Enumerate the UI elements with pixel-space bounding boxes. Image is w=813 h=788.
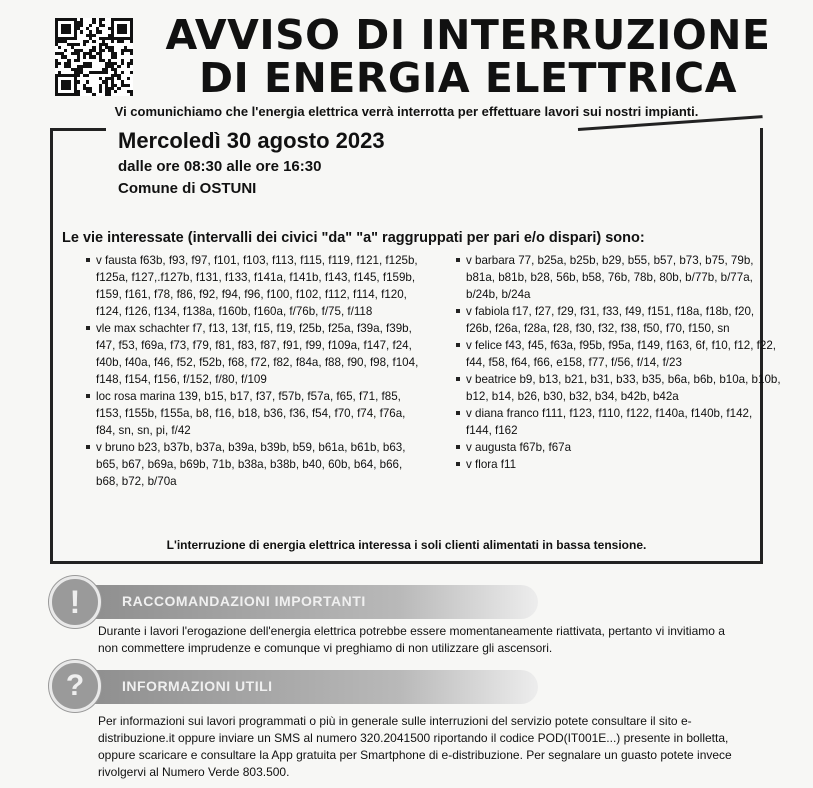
qr-code [55,18,133,96]
info-text: Per informazioni sui lavori programmati o più in generale sulle interruzioni del servizio potete consultare il sito e-distribuzione.it oppure inviare un SMS al numero 320.2041500 riportando il codice POD(IT001E...) presente in bolletta, oppure scaricare e consultare la App gratuita per Smartphone di e-distribuzione. Per segnalare un guasto potete invece rivolgervi al Numero Verde 803.500. [98,714,732,779]
comune-label: Comune di [118,180,196,197]
recommendations-title: RACCOMANDAZIONI IMPORTANTI [122,593,366,609]
info-banner [78,670,538,704]
recommendations-banner [78,585,538,619]
streets-heading: Le vie interessate (intervalli dei civici "da" "a" raggruppati per pari e/o dispari) sono: [62,230,645,246]
list-item: v fabiola f17, f27, f29, f31, f33, f49, f151, f18a, f18b, f20, f26b, f26a, f28a, f28, f30, f32, f38, f50, f70, f150, sn [456,303,781,337]
list-item: v beatrice b9, b13, b21, b31, b33, b35, b6a, b6b, b10a, b10b, b12, b14, b26, b30, b32, b34, b42b, b42a [456,371,781,405]
list-item: v fausta f63b, f93, f97, f101, f103, f113, f115, f119, f121, f125b, f125a, f127,.f127b, f131, f133, f141a, f141b, f143, f145, f159b, f159, f161, f78, f86, f92, f94, f96, f100, f102, f112, f114, f120, f124, f126, f134, f138a, f160b, f160a, f/76b, f/75, f/118 [86,252,424,320]
page-title [148,11,788,102]
info-title: INFORMAZIONI UTILI [122,678,273,694]
title-line-1: AVVISO DI INTERRUZIONE [165,11,771,59]
outage-comune [118,180,256,197]
list-item: v bruno b23, b37b, b37a, b39a, b39b, b59, b61a, b61b, b63, b65, b67, b69a, b69b, 71b, b38a, b38b, b40, 60b, b64, b66, b68, b72, b/70a [86,439,424,490]
comune-name: OSTUNI [199,180,257,197]
low-voltage-note: L'interruzione di energia elettrica interessa i soli clienti alimentati in bassa tensione. [166,538,647,552]
list-item: v diana franco f111, f123, f110, f122, f140a, f140b, f142, f144, f162 [456,405,781,439]
recommendations-text: Durante i lavori l'erogazione dell'energia elettrica potrebbe essere momentaneamente riattivata, pertanto vi invitiamo a non commettere imprudenze e comunque vi preghiamo di non utilizzare gli ascensori. [98,624,725,655]
question-icon: ? [49,660,101,712]
streets-list-right [456,252,781,473]
list-item: v augusta f67b, f67a [456,439,781,456]
list-item: vle max schachter f7, f13, 13f, f15, f19, f25b, f25a, f39a, f39b, f47, f53, f69a, f73, f79, f81, f83, f87, f91, f99, f109a, f147, f24, f40b, f40a, f46, f52, f52b, f68, f72, f82, f84a, f88, f90, f98, f104, f148, f154, f156, f/152, f/80, f/109 [86,320,424,388]
list-item: loc rosa marina 139, b15, b17, f37, f57b, f57a, f65, f71, f85, f153, f155b, f155a, b8, f16, b18, b36, f36, f54, f70, f74, f76a, f84, sn, sn, pi, f/42 [86,388,424,439]
outage-hours: dalle ore 08:30 alle ore 16:30 [118,158,322,175]
exclamation-icon: ! [49,576,101,628]
intro-text: Vi comunichiamo che l'energia elettrica verrà interrotta per effettuare lavori sui nostri impianti. [114,104,699,119]
title-line-2: DI ENERGIA ELETTRICA [198,54,738,102]
list-item: v felice f43, f45, f63a, f95b, f95a, f149, f163, 6f, f10, f12, f22, f44, f58, f64, f66, e158, f77, f/56, f/14, f/23 [456,337,781,371]
list-item: v barbara 77, b25a, b25b, b29, b55, b57, b73, b75, 79b, b81a, b81b, b28, 56b, b58, 76b, 78b, 80b, b/77b, b/77a, b/24b, b/24a [456,252,781,303]
frame-top-left-edge [50,128,106,131]
streets-list-left [86,252,424,490]
outage-date: Mercoledì 30 agosto 2023 [118,128,385,153]
list-item: v flora f11 [456,456,781,473]
